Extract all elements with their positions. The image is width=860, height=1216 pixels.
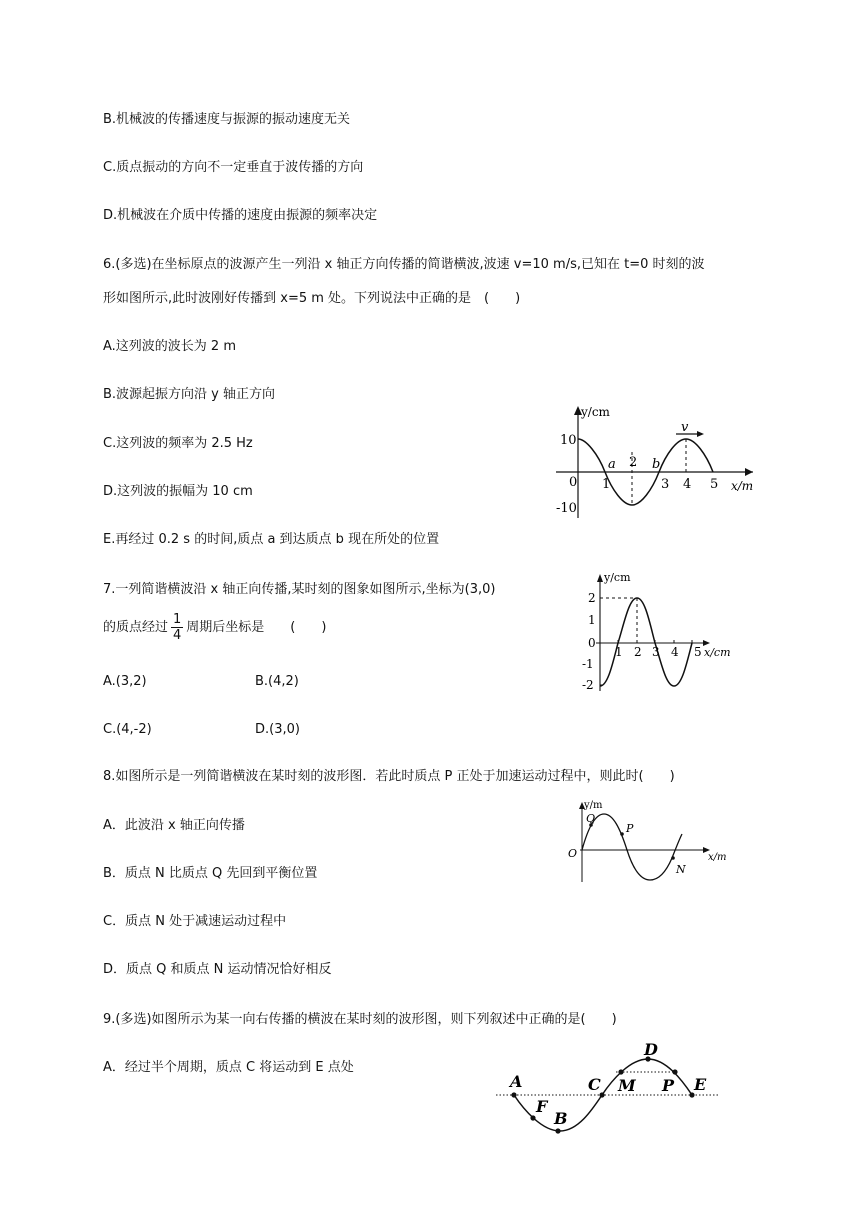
- q6-point-b-label: b: [652, 457, 661, 472]
- q9-label-p: P: [662, 1076, 675, 1095]
- q8-stem: 8.如图所示是一列简谐横波在某时刻的波形图．若此时质点 P 正处于加速运动过程中，则此时( ): [103, 769, 675, 784]
- q7-y-tick-2: 2: [588, 591, 596, 605]
- q9-label-d: D: [644, 1040, 658, 1059]
- q8-point-n: [671, 856, 675, 860]
- q9-stem: 9.(多选)如图所示为某一向右传播的横波在某时刻的波形图，则下列叙述中正确的是( ): [103, 1012, 617, 1027]
- q6-x-tick-4: 4: [683, 477, 692, 492]
- q6-option-c: C.这列波的频率为 2.5 Hz: [103, 436, 253, 451]
- q5-option-d: D.机械波在介质中传播的速度由振源的频率决定: [103, 208, 378, 223]
- q6-velocity-label: v: [681, 420, 689, 435]
- q8-option-a: A．此波沿 x 轴正向传播: [103, 818, 245, 833]
- q7-option-b: B.(4,2): [255, 674, 299, 689]
- q7-option-d: D.(3,0): [255, 722, 300, 737]
- q8-p-label: P: [626, 822, 634, 835]
- q9-point-p: [672, 1069, 677, 1074]
- q5-option-b: B.机械波的传播速度与振源的振动速度无关: [103, 112, 351, 127]
- q7-option-a: A.(3,2): [103, 674, 147, 689]
- q6-stem-line2: 形如图所示,此时波刚好传播到 x=5 m 处。下列说法中正确的是 ( ): [103, 291, 521, 306]
- q9-point-f: [530, 1115, 535, 1120]
- q6-origin-label: 0: [569, 475, 578, 490]
- q9-point-m: [618, 1069, 623, 1074]
- q6-y-tick-10: 10: [560, 433, 577, 448]
- q7-quarter-fraction: [171, 612, 183, 643]
- q8-q-label: Q: [586, 812, 596, 825]
- q6-x-tick-1: 1: [602, 477, 611, 492]
- q6-option-a: A.这列波的波长为 2 m: [103, 339, 236, 354]
- q8-origin-label: O: [568, 847, 578, 860]
- q7-x-tick-2: 2: [634, 645, 642, 659]
- q7-y-tick-0: 0: [588, 636, 596, 650]
- q6-option-b: B.波源起振方向沿 y 轴正方向: [103, 387, 276, 402]
- q6-x-axis-label: x/m: [731, 479, 754, 493]
- q6-velocity-arrowhead-icon: [697, 431, 704, 437]
- q9-wave-figure: [492, 1038, 724, 1136]
- q7-x-tick-4: 4: [671, 645, 679, 659]
- q9-label-f: F: [536, 1097, 548, 1116]
- q8-option-b: B．质点 N 比质点 Q 先回到平衡位置: [103, 866, 318, 881]
- q9-label-c: C: [588, 1075, 601, 1094]
- q7-x-axis-label: x/cm: [704, 646, 731, 659]
- q7-stem-part1: 的质点经过: [103, 620, 169, 635]
- q6-x-tick-3: 3: [661, 477, 670, 492]
- q7-y-axis-label: y/cm: [604, 571, 631, 584]
- q9-label-a: A: [510, 1072, 523, 1091]
- q7-y-tick-neg2: -2: [582, 678, 594, 692]
- q7-fraction-numerator: 1: [173, 612, 182, 627]
- q8-point-p: [620, 832, 624, 836]
- q7-x-tick-3: 3: [652, 645, 660, 659]
- q6-x-tick-5: 5: [710, 477, 719, 492]
- q6-point-a-label: a: [608, 457, 616, 472]
- q7-y-tick-1: 1: [588, 613, 596, 627]
- q7-stem-line1: 7.一列简谐横波沿 x 轴正向传播,某时刻的图象如图所示,坐标为(3,0): [103, 582, 496, 597]
- q7-stem-line2: [103, 612, 326, 644]
- q9-label-e: E: [694, 1075, 707, 1094]
- q8-option-c: C．质点 N 处于减速运动过程中: [103, 914, 287, 929]
- q7-wave-curve: [600, 598, 692, 686]
- q6-x-tick-2: 2: [629, 455, 638, 470]
- q7-y-arrow-icon: [597, 574, 603, 582]
- q6-y-tick-neg10: -10: [556, 501, 577, 516]
- q7-x-tick-5: 5: [694, 645, 702, 659]
- q8-wave-figure: [560, 798, 735, 886]
- q8-n-label: N: [676, 863, 686, 876]
- q8-option-d: D．质点 Q 和质点 N 运动情况恰好相反: [103, 962, 332, 977]
- q9-label-b: B: [554, 1109, 568, 1128]
- q7-x-tick-1: 1: [615, 645, 623, 659]
- q7-wave-figure: [568, 566, 748, 698]
- q6-option-d: D.这列波的振幅为 10 cm: [103, 484, 253, 499]
- q8-x-axis-label: x/m: [708, 852, 727, 863]
- q6-wave-figure: [548, 400, 763, 520]
- q6-y-axis-label: y/cm: [581, 405, 610, 419]
- q7-fraction-denominator: 4: [173, 628, 182, 643]
- q6-stem-line1: 6.(多选)在坐标原点的波源产生一列沿 x 轴正方向传播的简谐横波,波速 v=10 m/s,已知在 t=0 时刻的波: [103, 257, 705, 272]
- q6-option-e: E.再经过 0.2 s 的时间,质点 a 到达质点 b 现在所处的位置: [103, 532, 440, 547]
- q9-point-b: [555, 1128, 560, 1133]
- q7-stem-part2: 周期后坐标是 ( ): [186, 620, 327, 635]
- q9-label-m: M: [618, 1076, 636, 1095]
- q9-option-a: A．经过半个周期，质点 C 将运动到 E 点处: [103, 1060, 354, 1075]
- q5-option-c: C.质点振动的方向不一定垂直于波传播的方向: [103, 160, 364, 175]
- q6-x-arrow-icon: [745, 468, 753, 476]
- q8-y-axis-label: y/m: [584, 800, 603, 811]
- q7-y-tick-neg1: -1: [582, 657, 594, 671]
- q9-point-a: [511, 1092, 516, 1097]
- q7-option-c: C.(4,-2): [103, 722, 152, 737]
